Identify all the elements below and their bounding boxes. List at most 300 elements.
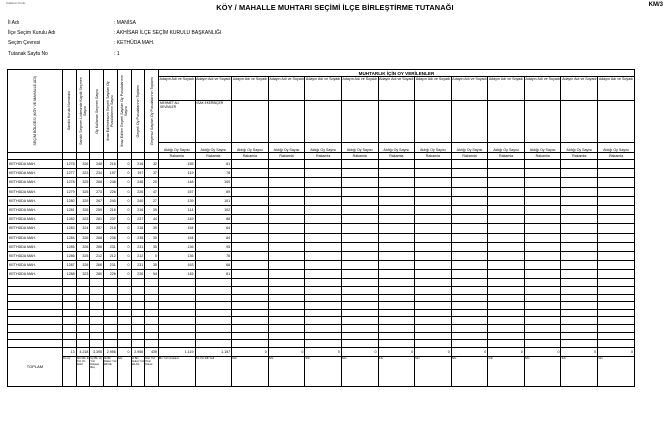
value-cell: 1288 bbox=[62, 270, 76, 279]
empty-cell bbox=[341, 169, 378, 178]
empty-cell bbox=[524, 251, 561, 260]
empty-cell bbox=[488, 325, 525, 333]
empty-cell bbox=[524, 196, 561, 205]
empty-cell bbox=[341, 160, 378, 169]
candidate-vote-cell: 145 bbox=[158, 270, 195, 279]
empty-cell bbox=[62, 302, 76, 310]
table-row bbox=[8, 332, 635, 340]
empty-cell bbox=[488, 294, 525, 302]
empty-cell bbox=[268, 340, 305, 348]
empty-cell bbox=[62, 309, 76, 317]
empty-cell bbox=[378, 279, 415, 287]
empty-cell bbox=[268, 287, 305, 295]
rakamla-cell: Rakamla bbox=[598, 153, 635, 160]
info-label: Seçim Çevresi bbox=[8, 40, 41, 47]
empty-cell bbox=[62, 287, 76, 295]
empty-cell bbox=[76, 309, 90, 317]
empty-cell bbox=[232, 270, 269, 279]
empty-cell bbox=[117, 325, 131, 333]
empty-cell bbox=[451, 160, 488, 169]
empty-cell bbox=[488, 287, 525, 295]
empty-cell bbox=[341, 224, 378, 233]
value-cell: 35 bbox=[145, 242, 159, 251]
empty-cell bbox=[451, 205, 488, 214]
empty-cell bbox=[561, 160, 598, 169]
value-cell: 1284 bbox=[62, 233, 76, 242]
empty-cell bbox=[268, 187, 305, 196]
candidate-vote-cell: 114 bbox=[158, 205, 195, 214]
empty-cell bbox=[598, 215, 635, 224]
empty-cell bbox=[104, 279, 118, 287]
empty-cell bbox=[268, 325, 305, 333]
empty-cell bbox=[488, 205, 525, 214]
empty-cell bbox=[341, 340, 378, 348]
total-words: Sıfır bbox=[378, 356, 415, 386]
candidate-vote-cell: 148 bbox=[158, 178, 195, 187]
empty-cell bbox=[598, 294, 635, 302]
value-cell: 266 bbox=[90, 261, 104, 270]
empty-cell bbox=[415, 251, 452, 260]
total-value: 439 bbox=[145, 347, 159, 356]
rakamla-row bbox=[8, 153, 635, 160]
total-words: Dört Bin İki Yüz On Sekiz bbox=[76, 356, 90, 386]
total-words: İki Bin Dokuz Yüz Elli Altı bbox=[104, 356, 118, 386]
empty-cell bbox=[488, 261, 525, 270]
rakamla-cell: Rakamla bbox=[232, 153, 269, 160]
candidate-vote-cell: 78 bbox=[195, 169, 232, 178]
empty-cell bbox=[305, 233, 342, 242]
empty-cell bbox=[62, 332, 76, 340]
value-cell: 231 bbox=[131, 261, 145, 270]
empty-cell bbox=[415, 215, 452, 224]
rakamla-cell: Rakamla bbox=[341, 153, 378, 160]
empty-cell bbox=[131, 153, 145, 160]
total-value: 0 bbox=[415, 347, 452, 356]
empty-cell bbox=[598, 233, 635, 242]
rakamla-cell: Rakamla bbox=[378, 153, 415, 160]
value-cell: 323 bbox=[76, 169, 90, 178]
empty-cell bbox=[158, 302, 195, 310]
value-cell: 1286 bbox=[62, 251, 76, 260]
candidate-vote-cell: 139 bbox=[158, 196, 195, 205]
empty-cell bbox=[524, 224, 561, 233]
empty-cell bbox=[378, 251, 415, 260]
value-cell: 237 bbox=[104, 215, 118, 224]
candidate-name: İSAK EKERBİÇER bbox=[195, 101, 232, 143]
empty-cell bbox=[341, 233, 378, 242]
empty-cell bbox=[415, 205, 452, 214]
empty-cell bbox=[488, 317, 525, 325]
value-cell: 257 bbox=[90, 224, 104, 233]
region-cell: KETHÜDA MAH. bbox=[8, 169, 63, 178]
empty-cell bbox=[598, 287, 635, 295]
empty-cell bbox=[561, 233, 598, 242]
table-row bbox=[8, 169, 635, 178]
empty-cell bbox=[451, 317, 488, 325]
empty-cell bbox=[305, 317, 342, 325]
empty-cell bbox=[158, 309, 195, 317]
info-label: İl Adı bbox=[8, 20, 20, 26]
col-gecersiz: Geçersiz Sayılan Oy Pusulalarının Toplamı bbox=[145, 70, 159, 153]
empty-cell bbox=[341, 261, 378, 270]
empty-cell bbox=[8, 309, 63, 317]
info-label: İlçe Seçim Kurulu Adı bbox=[8, 30, 56, 37]
empty-cell bbox=[524, 205, 561, 214]
region-cell: KETHÜDA MAH. bbox=[8, 251, 63, 260]
empty-cell bbox=[561, 224, 598, 233]
empty-cell bbox=[104, 302, 118, 310]
table-row bbox=[8, 224, 635, 233]
empty-cell bbox=[8, 279, 63, 287]
empty-cell bbox=[76, 302, 90, 310]
info-row bbox=[8, 28, 334, 38]
value-cell: 1277 bbox=[62, 169, 76, 178]
empty-cell bbox=[524, 215, 561, 224]
total-words: Sıfır bbox=[415, 356, 452, 386]
empty-cell bbox=[158, 287, 195, 295]
empty-cell bbox=[524, 317, 561, 325]
candidate-header: Adayın Adı ve Soyadı bbox=[232, 77, 269, 101]
value-cell: 326 bbox=[76, 261, 90, 270]
table-row bbox=[8, 317, 635, 325]
value-cell: 231 bbox=[131, 242, 145, 251]
empty-cell bbox=[195, 340, 232, 348]
region-cell: KETHÜDA MAH. bbox=[8, 224, 63, 233]
empty-cell bbox=[561, 205, 598, 214]
value-cell: 0 bbox=[117, 160, 131, 169]
empty-cell bbox=[598, 332, 635, 340]
value-cell: 266 bbox=[90, 242, 104, 251]
total-words: Sıfır bbox=[524, 356, 561, 386]
value-cell: 35 bbox=[145, 261, 159, 270]
value-cell: 240 bbox=[104, 196, 118, 205]
empty-cell bbox=[378, 169, 415, 178]
col-gecerli-toplam: Geçerli Oy Pusulalarının Toplamı bbox=[131, 70, 145, 153]
empty-cell bbox=[232, 332, 269, 340]
empty-cell bbox=[76, 153, 90, 160]
empty-cell bbox=[415, 325, 452, 333]
empty-cell bbox=[131, 279, 145, 287]
empty-cell bbox=[341, 317, 378, 325]
empty-cell bbox=[341, 309, 378, 317]
empty-cell bbox=[62, 153, 76, 160]
empty-cell bbox=[62, 340, 76, 348]
empty-cell bbox=[451, 340, 488, 348]
value-cell: 248 bbox=[90, 160, 104, 169]
empty-cell bbox=[378, 224, 415, 233]
candidate-vote-cell: 88 bbox=[195, 215, 232, 224]
empty-cell bbox=[524, 187, 561, 196]
empty-cell bbox=[232, 251, 269, 260]
empty-cell bbox=[415, 340, 452, 348]
empty-cell bbox=[598, 279, 635, 287]
value-cell: 268 bbox=[90, 178, 104, 187]
empty-cell bbox=[268, 270, 305, 279]
empty-cell bbox=[451, 224, 488, 233]
empty-cell bbox=[305, 224, 342, 233]
region-cell: KETHÜDA MAH. bbox=[8, 178, 63, 187]
empty-cell bbox=[598, 325, 635, 333]
empty-cell bbox=[268, 169, 305, 178]
empty-cell bbox=[561, 317, 598, 325]
empty-cell bbox=[305, 309, 342, 317]
empty-cell bbox=[117, 279, 131, 287]
value-cell: 326 bbox=[76, 233, 90, 242]
candidate-header: Adayın Adı ve Soyadı bbox=[378, 77, 415, 101]
empty-cell bbox=[488, 332, 525, 340]
candidate-vote-cell: 154 bbox=[158, 224, 195, 233]
empty-cell bbox=[341, 242, 378, 251]
empty-cell bbox=[232, 224, 269, 233]
empty-cell bbox=[488, 233, 525, 242]
candidate-votes-label: Aldığı Oy Sayısı bbox=[341, 143, 378, 153]
candidate-name bbox=[598, 101, 635, 143]
empty-cell bbox=[488, 251, 525, 260]
total-value: 13 bbox=[62, 347, 76, 356]
empty-cell bbox=[145, 340, 159, 348]
empty-cell bbox=[145, 294, 159, 302]
empty-cell bbox=[131, 317, 145, 325]
empty-cell bbox=[62, 279, 76, 287]
value-cell: 54 bbox=[145, 270, 159, 279]
empty-cell bbox=[145, 325, 159, 333]
table-row bbox=[8, 294, 635, 302]
empty-cell bbox=[561, 242, 598, 251]
empty-cell bbox=[415, 270, 452, 279]
empty-cell bbox=[8, 325, 63, 333]
candidate-vote-cell: 68 bbox=[195, 261, 232, 270]
empty-cell bbox=[305, 242, 342, 251]
empty-cell bbox=[451, 196, 488, 205]
empty-cell bbox=[598, 302, 635, 310]
empty-cell bbox=[598, 160, 635, 169]
candidate-votes-label: Aldığı Oy Sayısı bbox=[232, 143, 269, 153]
empty-cell bbox=[232, 340, 269, 348]
candidate-votes-label: Aldığı Oy Sayısı bbox=[378, 143, 415, 153]
info-block bbox=[8, 18, 334, 59]
candidate-header: Adayın Adı ve Soyadı bbox=[341, 77, 378, 101]
candidate-name bbox=[378, 101, 415, 143]
value-cell: 1281 bbox=[62, 205, 76, 214]
candidate-header: Adayın Adı ve Soyadı bbox=[158, 77, 195, 101]
total-value: 0 bbox=[561, 347, 598, 356]
table-row bbox=[8, 233, 635, 242]
empty-cell bbox=[561, 196, 598, 205]
totals-numeric-row bbox=[8, 347, 635, 356]
empty-cell bbox=[305, 302, 342, 310]
empty-cell bbox=[131, 340, 145, 348]
value-cell: 197 bbox=[104, 169, 118, 178]
empty-cell bbox=[8, 287, 63, 295]
total-value: 0 bbox=[305, 347, 342, 356]
empty-cell bbox=[451, 251, 488, 260]
empty-cell bbox=[378, 233, 415, 242]
table-row bbox=[8, 251, 635, 260]
table-row bbox=[8, 325, 635, 333]
empty-cell bbox=[232, 242, 269, 251]
empty-cell bbox=[268, 224, 305, 233]
empty-cell bbox=[232, 325, 269, 333]
empty-cell bbox=[8, 317, 63, 325]
empty-cell bbox=[232, 261, 269, 270]
candidate-vote-cell: 119 bbox=[158, 169, 195, 178]
empty-cell bbox=[62, 317, 76, 325]
rakamla-cell: Rakamla bbox=[524, 153, 561, 160]
empty-cell bbox=[232, 178, 269, 187]
top-code: Kullanıcı Kodu bbox=[6, 1, 26, 5]
empty-cell bbox=[268, 309, 305, 317]
value-cell: 238 bbox=[131, 233, 145, 242]
value-cell: 0 bbox=[117, 261, 131, 270]
empty-cell bbox=[488, 242, 525, 251]
info-value: : KETHÜDA MAH. bbox=[114, 40, 155, 47]
empty-cell bbox=[561, 302, 598, 310]
value-cell: 234 bbox=[90, 169, 104, 178]
value-cell: 0 bbox=[117, 224, 131, 233]
empty-cell bbox=[145, 332, 159, 340]
empty-cell bbox=[415, 160, 452, 169]
empty-cell bbox=[415, 302, 452, 310]
total-value: 1.157 bbox=[195, 347, 232, 356]
empty-cell bbox=[341, 325, 378, 333]
empty-cell bbox=[90, 287, 104, 295]
value-cell: 32 bbox=[145, 160, 159, 169]
total-value: 0 bbox=[524, 347, 561, 356]
table-row bbox=[8, 160, 635, 169]
empty-cell bbox=[76, 294, 90, 302]
empty-cell bbox=[451, 169, 488, 178]
value-cell: 39 bbox=[145, 205, 159, 214]
empty-cell bbox=[158, 317, 195, 325]
value-cell: 226 bbox=[131, 270, 145, 279]
rakamla-cell: Rakamla bbox=[488, 153, 525, 160]
value-cell: 0 bbox=[117, 178, 131, 187]
empty-cell bbox=[8, 153, 63, 160]
empty-cell bbox=[268, 242, 305, 251]
value-cell: 1283 bbox=[62, 224, 76, 233]
empty-cell bbox=[451, 309, 488, 317]
empty-cell bbox=[8, 340, 63, 348]
empty-cell bbox=[488, 340, 525, 348]
empty-cell bbox=[131, 302, 145, 310]
empty-cell bbox=[305, 205, 342, 214]
candidate-name bbox=[305, 101, 342, 143]
empty-cell bbox=[598, 169, 635, 178]
table-row bbox=[8, 205, 635, 214]
empty-cell bbox=[305, 340, 342, 348]
candidate-name bbox=[451, 101, 488, 143]
info-label: Tutanak Sayfa No bbox=[8, 50, 48, 57]
empty-cell bbox=[524, 325, 561, 333]
total-words: Sıfır bbox=[232, 356, 269, 386]
empty-cell bbox=[195, 287, 232, 295]
value-cell: 226 bbox=[131, 187, 145, 196]
empty-cell bbox=[451, 294, 488, 302]
empty-cell bbox=[268, 178, 305, 187]
value-cell: 0 bbox=[117, 233, 131, 242]
empty-cell bbox=[90, 332, 104, 340]
empty-cell bbox=[561, 169, 598, 178]
empty-cell bbox=[488, 178, 525, 187]
empty-cell bbox=[415, 169, 452, 178]
value-cell: 30 bbox=[145, 233, 159, 242]
empty-cell bbox=[117, 302, 131, 310]
empty-cell bbox=[341, 287, 378, 295]
empty-cell bbox=[598, 317, 635, 325]
empty-cell bbox=[451, 270, 488, 279]
empty-cell bbox=[561, 187, 598, 196]
region-cell: KETHÜDA MAH. bbox=[8, 196, 63, 205]
table-row bbox=[8, 302, 635, 310]
info-row bbox=[8, 18, 334, 28]
empty-cell bbox=[104, 317, 118, 325]
info-value: : AKHİSAR İLÇE SEÇİM KURULU BAŞKANLIĞI bbox=[114, 30, 222, 37]
empty-cell bbox=[268, 215, 305, 224]
empty-cell bbox=[341, 196, 378, 205]
empty-cell bbox=[524, 287, 561, 295]
empty-cell bbox=[341, 279, 378, 287]
empty-cell bbox=[451, 287, 488, 295]
value-cell: 324 bbox=[76, 224, 90, 233]
empty-cell bbox=[195, 325, 232, 333]
rakamla-cell: Rakamla bbox=[195, 153, 232, 160]
page-title: KÖY / MAHALLE MUHTARI SEÇİMİ İLÇE BİRLEŞTİRME TUTANAĞI bbox=[216, 3, 454, 12]
empty-cell bbox=[488, 160, 525, 169]
region-cell: KETHÜDA MAH. bbox=[8, 270, 63, 279]
empty-cell bbox=[415, 332, 452, 340]
empty-cell bbox=[305, 279, 342, 287]
empty-cell bbox=[598, 242, 635, 251]
value-cell: 281 bbox=[90, 215, 104, 224]
empty-cell bbox=[598, 224, 635, 233]
value-cell: 1282 bbox=[62, 215, 76, 224]
value-cell: 216 bbox=[104, 160, 118, 169]
empty-cell bbox=[524, 294, 561, 302]
value-cell: 248 bbox=[104, 178, 118, 187]
candidate-name bbox=[268, 101, 305, 143]
candidate-header: Adayın Adı ve Soyadı bbox=[561, 77, 598, 101]
value-cell: 1279 bbox=[62, 187, 76, 196]
info-row bbox=[8, 38, 334, 48]
value-cell: 44 bbox=[145, 215, 159, 224]
empty-cell bbox=[488, 187, 525, 196]
total-value: 2.956 bbox=[104, 347, 118, 356]
value-cell: 325 bbox=[76, 187, 90, 196]
candidate-votes-label: Aldığı Oy Sayısı bbox=[598, 143, 635, 153]
empty-cell bbox=[268, 251, 305, 260]
empty-cell bbox=[131, 325, 145, 333]
empty-cell bbox=[378, 205, 415, 214]
total-value: 0 bbox=[378, 347, 415, 356]
empty-cell bbox=[561, 215, 598, 224]
empty-cell bbox=[8, 332, 63, 340]
value-cell: 197 bbox=[131, 169, 145, 178]
empty-cell bbox=[378, 302, 415, 310]
region-cell: KETHÜDA MAH. bbox=[8, 187, 63, 196]
candidate-vote-cell: 163 bbox=[158, 261, 195, 270]
empty-cell bbox=[561, 287, 598, 295]
col-itiraz-gecerli: İtiraz Edilen Geçerli Sayılan Oy Pusulalarının Sayısı bbox=[117, 70, 131, 153]
value-cell: 218 bbox=[131, 224, 145, 233]
candidate-votes-label: Aldığı Oy Sayısı bbox=[305, 143, 342, 153]
empty-cell bbox=[488, 302, 525, 310]
empty-cell bbox=[268, 205, 305, 214]
empty-cell bbox=[305, 261, 342, 270]
empty-cell bbox=[195, 294, 232, 302]
total-words: Sıfır bbox=[117, 356, 131, 386]
value-cell: 255 bbox=[90, 205, 104, 214]
value-cell: 325 bbox=[76, 196, 90, 205]
